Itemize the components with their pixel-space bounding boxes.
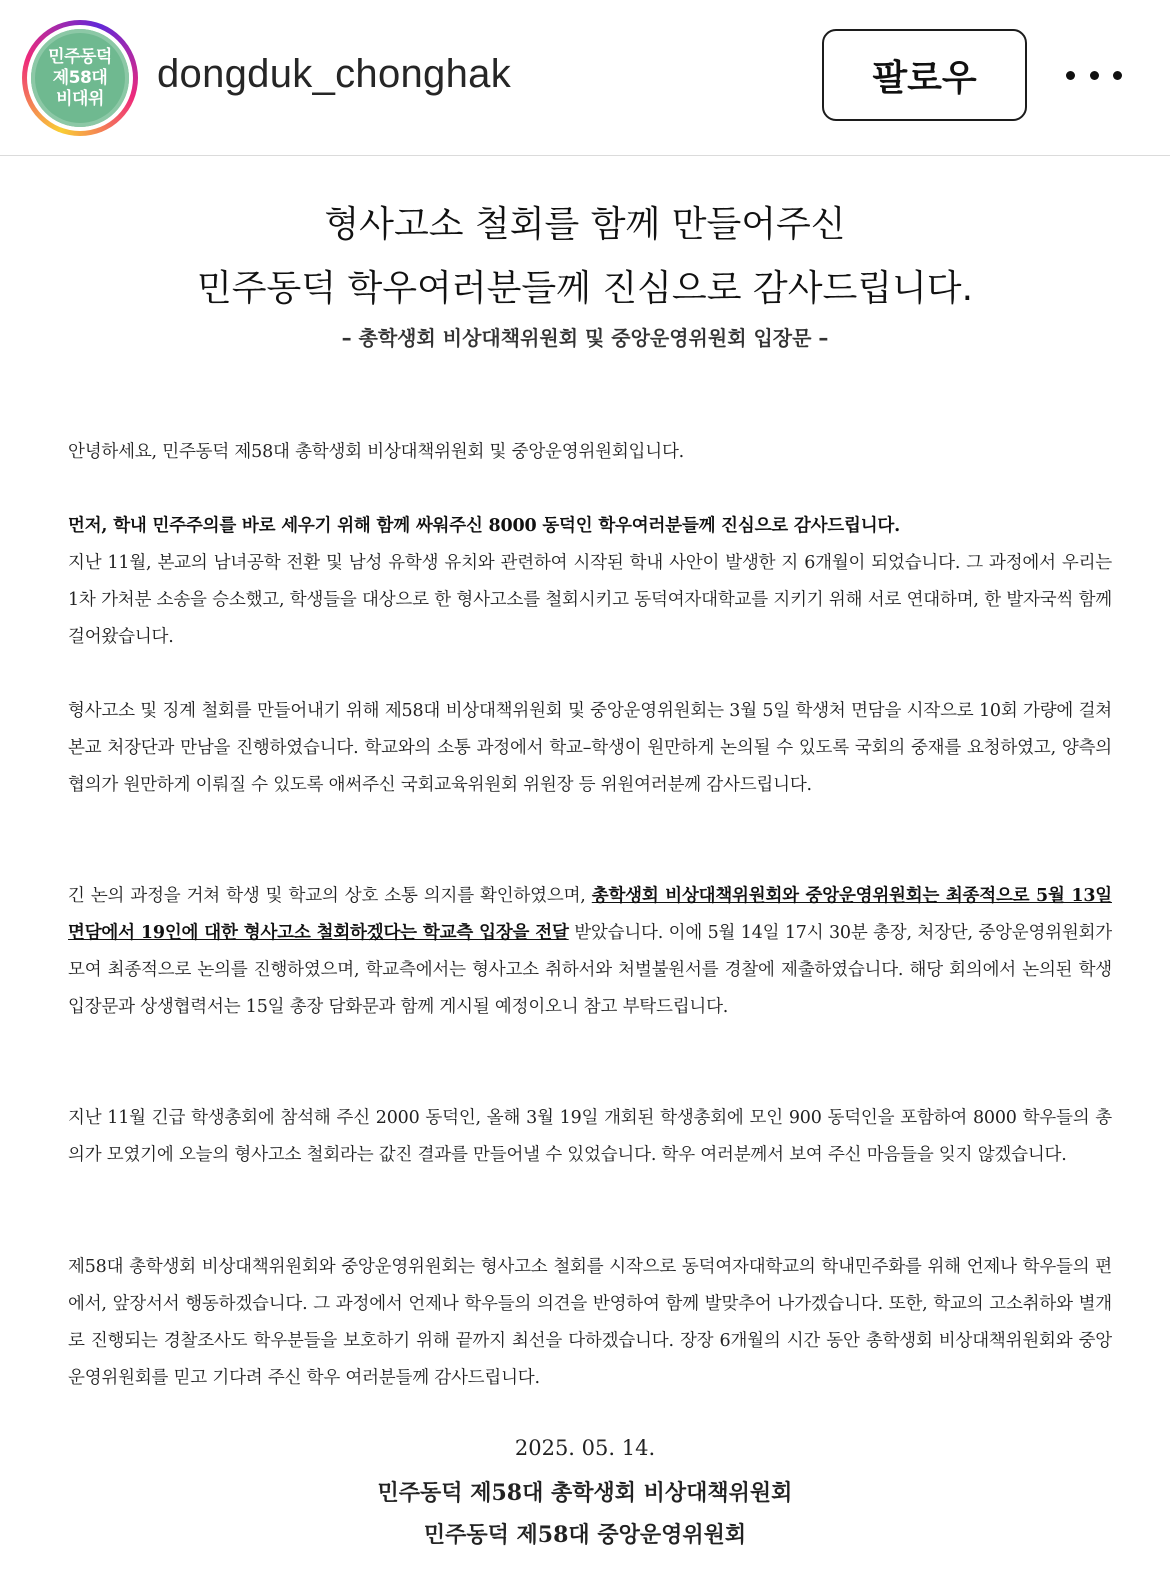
more-dot [1113,71,1122,80]
signature-line2: 민주동덕 제58대 중앙운영위원회 [423,1522,747,1548]
greeting-paragraph: 안녕하세요, 민주동덕 제58대 총학생회 비상대책위원회 및 중앙운영위원회입니다. [68,442,685,462]
paragraph-decision-lead: 긴 논의 과정을 거쳐 학생 및 학교의 상호 소통 의지를 확인하였으며, [68,886,592,906]
post-header [0,0,1170,156]
follow-button[interactable]: 팔로우 [822,29,1027,121]
signature-line1: 민주동덕 제58대 총학생회 비상대책위원회 [377,1480,793,1506]
avatar-logo [31,29,129,127]
statement-date: 2025. 05. 14. [514,1436,656,1460]
post-image-statement [0,156,1170,1581]
more-horizontal-icon[interactable] [1066,58,1122,92]
avatar-ring-gap [27,25,133,131]
paragraph-meetings: 형사고소 및 징계 철회를 만들어내기 위해 제58대 비상대책위원회 및 중앙운영위원회는 3월 5일 학생처 면담을 시작으로 10회 가량에 걸쳐 본교 처장단과 만남을 진행하였습니다. 학교와의 소통 과정에서 학교–학생이 원만하게 논의될 수 있도록 국회의 중재를 요청하였고, 양측의 협의가 원만하게 이뤄질 수 있도록 애써주신 국회교육위원회 위원장 등 위원여러분께 감사드립니다. [68,701,1112,795]
statement-subtitle: – 총학생회 비상대책위원회 및 중앙운영위원회 입장문 – [341,326,829,350]
paragraph-decision [68,878,1112,1026]
paragraph-decision-underlined: 총학생회 비상대책위원회와 중앙운영위원회는 최종적으로 5월 13일 면담에서 19인에 대한 형사고소 철회하겠다는 학교측 입장을 전달 [68,886,1112,943]
paragraph-assembly: 지난 11월 긴급 학생총회에 참석해 주신 2000 동덕인, 올해 3월 19일 개회된 학생총회에 모인 900 동덕인을 포함하여 8000 학우들의 총의가 모였기에 오늘의 형사고소 철회라는 값진 결과를 만들어낼 수 있었습니다. 학우 여러분께서 보여 주신 마음들을 잊지 않겠습니다. [68,1108,1112,1165]
avatar-text-line3: 비대위 [56,88,104,109]
statement-title-line1: 형사고소 철회를 함께 만들어주신 [324,204,846,245]
username-link[interactable]: dongduk_chonghak [157,52,511,96]
avatar-text-line2: 제58대 [52,67,108,88]
paragraph-decision-rest: 받았습니다. 이에 5월 14일 17시 30분 총장, 처장단, 중앙운영위원회가 모여 최종적으로 논의를 진행하였으며, 학교측에서는 형사고소 취하서와 처벌불원서를 경찰에 제출하였습니다. 해당 회의에서 논의된 학생입장문과 상생협력서는 15일 총장 담화문과 함께 게시될 예정이오니 참고 부탁드립니다. [68,923,1113,1017]
profile-avatar[interactable] [22,20,138,136]
avatar-text-line1: 민주동덕 [48,46,112,67]
paragraph-thanks-bold: 먼저, 학내 민주주의를 바로 세우기 위해 함께 싸워주신 8000 동덕인 학우여러분들께 진심으로 감사드립니다. [68,516,901,536]
statement-title-line2: 민주동덕 학우여러분들께 진심으로 감사드립니다. [196,268,974,309]
paragraph-thanks-body: 지난 11월, 본교의 남녀공학 전환 및 남성 유학생 유치와 관련하여 시작된 학내 사안이 발생한 지 6개월이 되었습니다. 그 과정에서 우리는 1차 가처분 소송을 승소했고, 학생들을 대상으로 한 형사고소를 철회시키고 동덕여자대학교를 지키기 위해 서로 연대하며, 한 발자국씩 함께 걸어왔습니다. [68,553,1112,647]
paragraph-commitment: 제58대 총학생회 비상대책위원회와 중앙운영위원회는 형사고소 철회를 시작으로 동덕여자대학교의 학내민주화를 위해 언제나 학우들의 편에서, 앞장서서 행동하겠습니다. 그 과정에서 언제나 학우들의 의견을 반영하여 함께 발맞추어 나가겠습니다. 또한, 학교의 고소취하와 별개로 진행되는 경찰조사도 학우분들을 보호하기 위해 끝까지 최선을 다하겠습니다. 장장 6개월의 시간 동안 총학생회 비상대책위원회와 중앙운영위원회를 믿고 기다려 주신 학우 여러분들께 감사드립니다. [68,1257,1112,1388]
paragraph-thanks [68,508,1112,656]
more-dot [1066,71,1075,80]
more-dot [1090,71,1099,80]
